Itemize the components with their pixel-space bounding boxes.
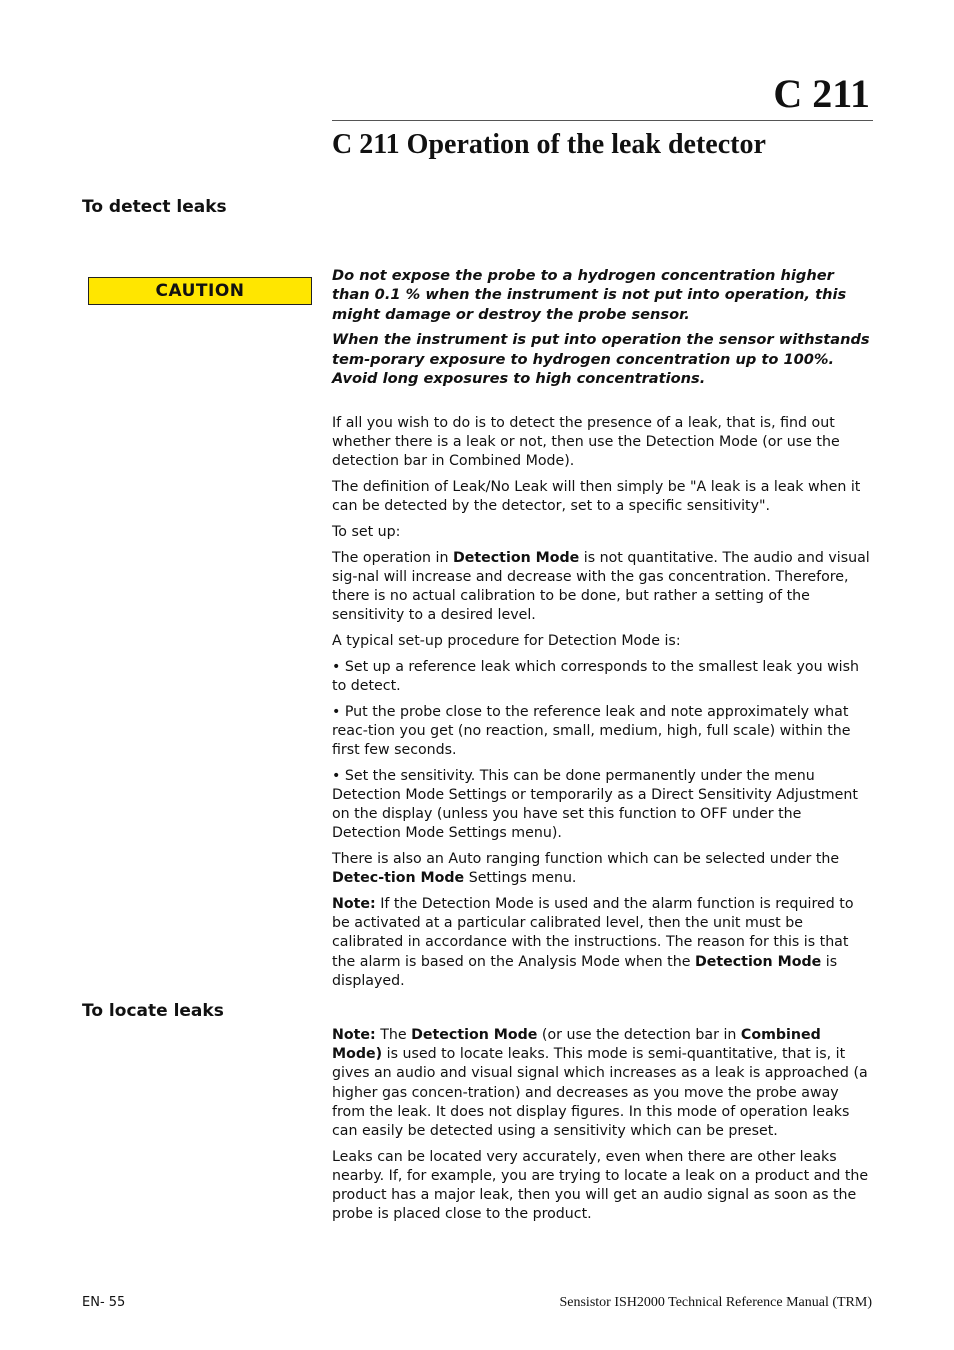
note-paragraph: Note: The Detection Mode (or use the detection bar in Combined Mode) is used to locate leaks. This mode is semi-quantitative, that is, it gives an audio and visual signal which increases as a leak is approached (a higher gas concen-tration) and decreases as you move the probe away from the leak. It does not display figures. In this mode of operation leaks can easily be detected using a sensitivity which can be preset.	[332, 1027, 868, 1140]
paragraph: There is also an Auto ranging function which can be selected under the Detec-tion Mode Settings menu.	[332, 851, 840, 887]
caution-label-box	[88, 277, 312, 305]
bullet-item: • Put the probe close to the reference leak and note approximately what reac-tion you get (no reaction, small, medium, high, full scale) within the first few seconds.	[332, 703, 851, 759]
paragraph: The operation in Detection Mode is not quantitative. The audio and visual sig-nal will increase and decrease with the gas concentration. Therefore, there is no actual calibration to be done, but rather a setting of the sensitivity to a desired level.	[332, 549, 870, 624]
note-paragraph: Note: If the Detection Mode is used and the alarm function is required to be activated at a particular calibrated level, then the unit must be calibrated in accordance with the instructions. The reason for this is that the alarm is based on the Analysis Mode when the Detection Mode is displayed.	[332, 895, 854, 989]
chapter-number: C 211	[773, 71, 870, 116]
paragraph: A typical set-up procedure for Detection Mode is:	[332, 633, 681, 650]
bullet-item: • Set the sensitivity. This can be done permanently under the menu Detection Mode Settings or temporarily as a Direct Sensitivity Adjustment on the display (unless you have set this function to OFF under the Detection Mode Settings menu).	[332, 767, 858, 842]
caution-warning-text	[332, 266, 873, 394]
bullet-item: • Set up a reference leak which corresponds to the smallest leak you wish to detect.	[332, 658, 859, 694]
caution-label: CAUTION	[155, 281, 245, 301]
paragraph: The definition of Leak/No Leak will then simply be "A leak is a leak when it can be detected by the detector, set to a specific sensitivity".	[332, 479, 861, 515]
warning-paragraph: When the instrument is put into operation the sensor withstands tem-porary exposure to hydrogen concentration up to 100%. Avoid long exposures to high concentrations.	[332, 331, 870, 388]
page-number: EN- 55	[82, 1295, 126, 1310]
warning-paragraph: Do not expose the probe to a hydrogen concentration higher than 0.1 % when the instrument is not put into operation, this might damage or destroy the probe sensor.	[332, 267, 847, 323]
section-heading-detect-leaks: To detect leaks	[82, 197, 227, 217]
paragraph: If all you wish to do is to detect the presence of a leak, that is, find out whether there is a leak or not, then use the Detection Mode (or use the detection bar in Combined Mode).	[332, 415, 840, 470]
paragraph: To set up:	[332, 524, 401, 541]
paragraph: Leaks can be located very accurately, even when there are other leaks nearby. If, for example, you are trying to locate a leak on a product and the product has a major leak, then you will get an audio signal as soon as the probe is placed close to the product.	[332, 1148, 869, 1223]
header-divider	[332, 120, 873, 121]
section-heading-locate-leaks: To locate leaks	[82, 1001, 224, 1021]
detect-leaks-body	[332, 414, 873, 997]
page-title: C 211 Operation of the leak detector	[332, 129, 766, 160]
manual-title: Sensistor ISH2000 Technical Reference Manual (TRM)	[559, 1295, 872, 1310]
locate-leaks-body	[332, 1026, 873, 1231]
